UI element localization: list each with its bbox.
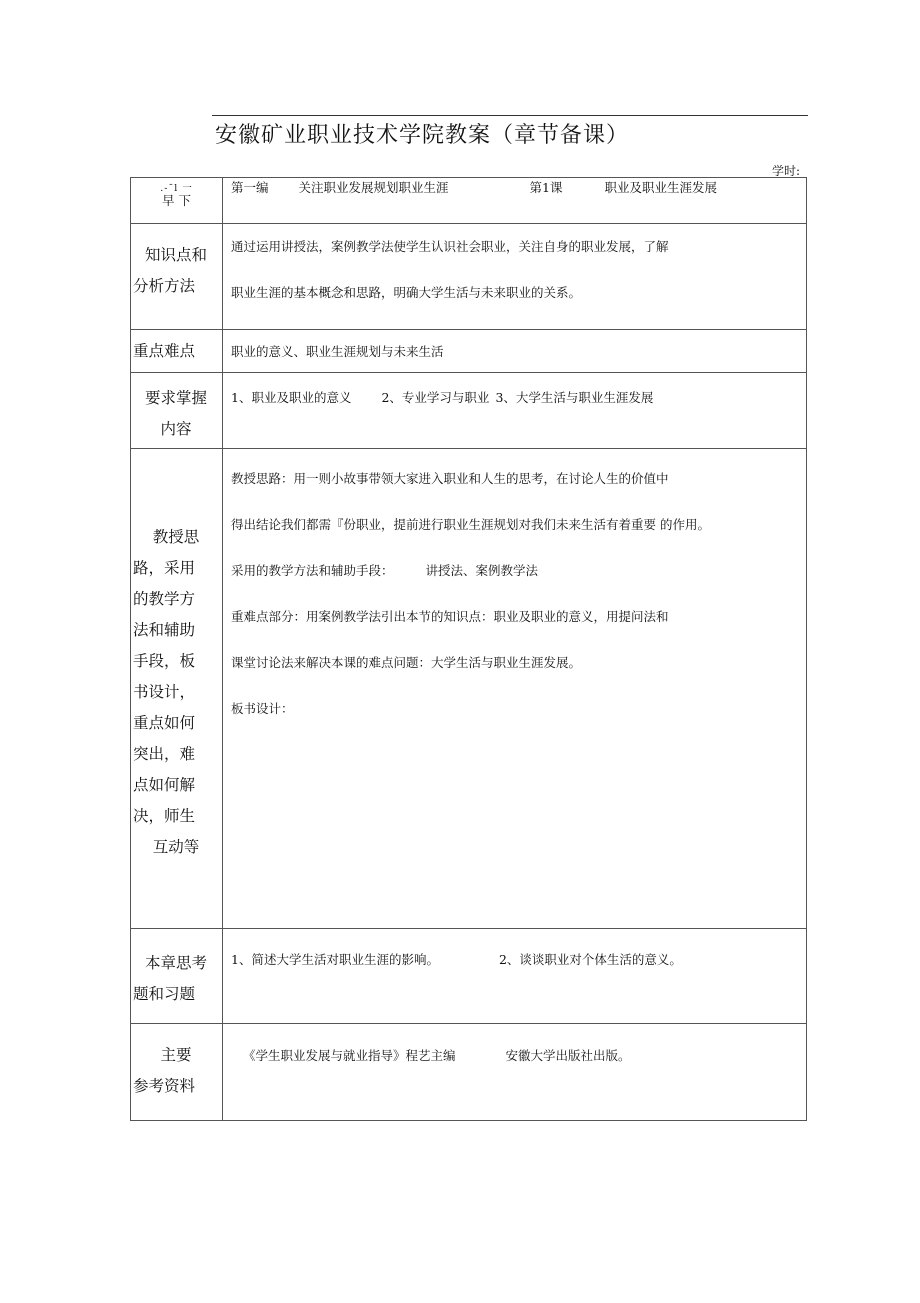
exercises-row [131, 929, 807, 1024]
teaching-label-line-3: 的教学方 [133, 590, 196, 608]
teaching-label-line-2: 路，采用 [133, 559, 196, 577]
lesson-plan-table [130, 177, 807, 1121]
teaching-methods-line [231, 561, 798, 607]
teaching-label-line-11: 互动等 [152, 838, 200, 856]
chapter-label-garble: .-ˉl 一 [160, 183, 193, 194]
knowledge-line-1: 通过运用讲授法，案例教学法使学生认识社会职业，关注自身的职业发展，了解 [231, 239, 669, 254]
teaching-content-cell [223, 449, 807, 929]
knowledge-line-2: 职业生涯的基本概念和思路，明确大学生活与未来职业的关系。 [231, 285, 582, 300]
part-number: 第一编 [231, 180, 269, 195]
requirements-content-cell [223, 373, 807, 449]
key-points-label: 重点难点 [133, 342, 196, 360]
exercise-item-2: 2、谈谈职业对个体生活的意义。 [498, 952, 682, 967]
exercises-label-line-1: 本章思考 [144, 954, 207, 972]
exercise-item-1: 1、简述大学生活对职业生涯的影响。 [231, 952, 439, 967]
teaching-label-line-5: 手段，板 [133, 652, 196, 670]
knowledge-row [131, 224, 807, 330]
key-points-content-cell [223, 330, 807, 373]
knowledge-label-cell [131, 224, 223, 330]
exercises-content-cell [223, 929, 807, 1024]
teaching-line-1: 教授思路：用一则小故事带领大家进入职业和人生的思考，在讨论人生的价值中 [231, 471, 669, 486]
lesson-title: 职业及职业生涯发展 [604, 180, 717, 195]
teaching-label-line-8: 突出，难 [133, 745, 196, 763]
teaching-label-line-4: 法和辅助 [133, 621, 196, 639]
reference-publisher: 安徽大学出版社出版。 [505, 1048, 631, 1063]
requirements-row [131, 373, 807, 449]
teaching-label-line-7: 重点如何 [133, 714, 196, 732]
document-title: 安徽矿业职业技术学院教案（章节备课） [215, 123, 630, 148]
requirement-item-3: 3、大学生活与职业生涯发展 [495, 390, 654, 405]
hours-label: 学时: [772, 164, 801, 178]
requirements-label-line-2: 内容 [160, 420, 192, 438]
exercises-label-cell [131, 929, 223, 1024]
chapter-label: 早 下 [162, 193, 191, 208]
requirement-item-1: 1、职业及职业的意义 [231, 390, 352, 405]
references-content-cell [223, 1024, 807, 1121]
references-label-line-1: 主要 [160, 1046, 192, 1064]
teaching-methods-value: 讲授法、案例教学法 [425, 563, 539, 578]
header-row [131, 178, 807, 224]
knowledge-label-line-2: 分析方法 [133, 277, 196, 295]
reference-book: 《学生职业发展与就业指导》程艺主编 [243, 1048, 456, 1063]
teaching-line-4: 重难点部分：用案例教学法引出本节的知识点：职业及职业的意义，用提问法和 [231, 609, 669, 624]
requirement-item-2: 2、专业学习与职业 [381, 390, 490, 405]
teaching-row [131, 449, 807, 929]
exercises-label-line-2: 题和习题 [133, 985, 196, 1003]
key-points-label-cell [131, 330, 223, 373]
board-design-label: 板书设计： [231, 701, 294, 716]
lesson-number: 第1课 [529, 180, 563, 195]
teaching-label-line-6: 书设计， [133, 683, 196, 701]
key-points-text: 职业的意义、职业生涯规划与未来生活 [231, 344, 444, 359]
requirements-label-line-1: 要求掌握 [144, 389, 207, 407]
title-rule [212, 115, 808, 116]
teaching-methods-label: 采用的教学方法和辅助手段： [231, 563, 394, 578]
chapter-label-cell [131, 178, 223, 224]
teaching-label-line-9: 点如何解 [133, 776, 196, 794]
references-row [131, 1024, 807, 1121]
teaching-label-line-1: 教授思 [152, 528, 200, 546]
references-label-line-2: 参考资料 [133, 1077, 196, 1095]
knowledge-content-cell [223, 224, 807, 330]
chapter-info-cell [223, 178, 807, 224]
knowledge-label-line-1: 知识点和 [144, 246, 207, 264]
teaching-label-line-10: 决，师生 [133, 807, 196, 825]
references-label-cell [131, 1024, 223, 1121]
key-points-row [131, 330, 807, 373]
teaching-line-2: 得出结论我们都需『份职业，提前进行职业生涯规划对我们未来生活有着重要 的作用。 [231, 517, 710, 532]
teaching-line-5: 课堂讨论法来解决本课的难点问题：大学生活与职业生涯发展。 [231, 655, 582, 670]
part-title: 关注职业发展规划职业生涯 [298, 180, 449, 195]
teaching-label-cell [131, 449, 223, 929]
requirements-label-cell [131, 373, 223, 449]
